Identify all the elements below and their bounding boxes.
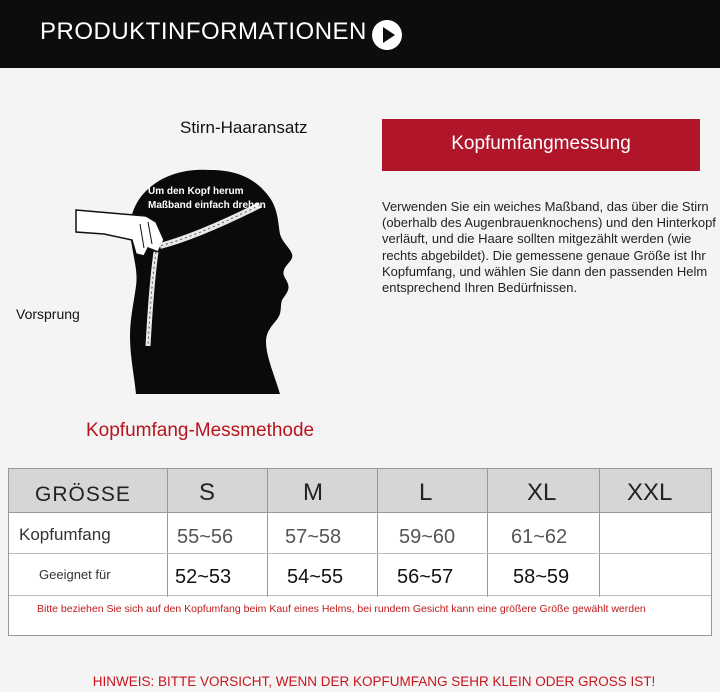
protrusion-label: Vorsprung — [16, 306, 80, 322]
head-caption-line2: Maßband einfach drehen — [148, 200, 266, 211]
circumference-s: 55~56 — [177, 526, 234, 548]
circumference-l: 59~60 — [399, 526, 456, 548]
warning-hint — [0, 674, 720, 689]
size-xl: XL — [527, 479, 557, 506]
page-title: PRODUKTINFORMATIONEN — [40, 18, 367, 45]
suitable-s: 52~53 — [175, 566, 232, 588]
size-header-label: GRÖSSE — [35, 483, 131, 506]
suitable-for-label: Geeignet für — [39, 567, 111, 582]
forehead-hairline-label: Stirn-Haaransatz — [180, 118, 308, 137]
suitable-m: 54~55 — [287, 566, 344, 588]
size-xxl: XXL — [627, 479, 673, 506]
measurement-description: Verwenden Sie ein weiches Maßband, das über die Stirn (oberhalb des Augenbrauenknochens) und den Hinterkopf verläuft, und die Haare sollten mitgezählt werden (wie rechts abgebildet). Die gemessene genaue Größe ist Ihr Kopfumfang, und wählen Sie dann den passenden Helm entsprechend Ihren Bedürfnissen. — [382, 199, 716, 296]
top-banner — [0, 0, 720, 68]
suitable-xl: 58~59 — [513, 566, 570, 588]
circumference-xl: 61~62 — [511, 526, 568, 548]
measurement-title-box — [382, 119, 700, 171]
size-l: L — [419, 479, 433, 506]
warning-hint-text: HINWEIS: BITTE VORSICHT, WENN DER KOPFUMFANG SEHR KLEIN ODER GROSS IST! — [92, 674, 656, 689]
head-circumference-label: Kopfumfang — [19, 525, 111, 544]
measurement-title: Kopfumfangmessung — [451, 133, 631, 154]
play-circle-icon[interactable] — [370, 18, 404, 52]
size-table-note: Bitte beziehen Sie sich auf den Kopfumfang beim Kauf eines Helms, bei rundem Gesicht kann eine größere Größe gewählt werden — [37, 603, 646, 615]
size-table — [8, 468, 712, 636]
size-m: M — [303, 479, 323, 506]
measurement-method-title: Kopfumfang-Messmethode — [86, 420, 315, 441]
circumference-m: 57~58 — [285, 526, 342, 548]
size-s: S — [199, 479, 216, 506]
head-caption-line1: Um den Kopf herum — [148, 186, 244, 197]
suitable-l: 56~57 — [397, 566, 454, 588]
